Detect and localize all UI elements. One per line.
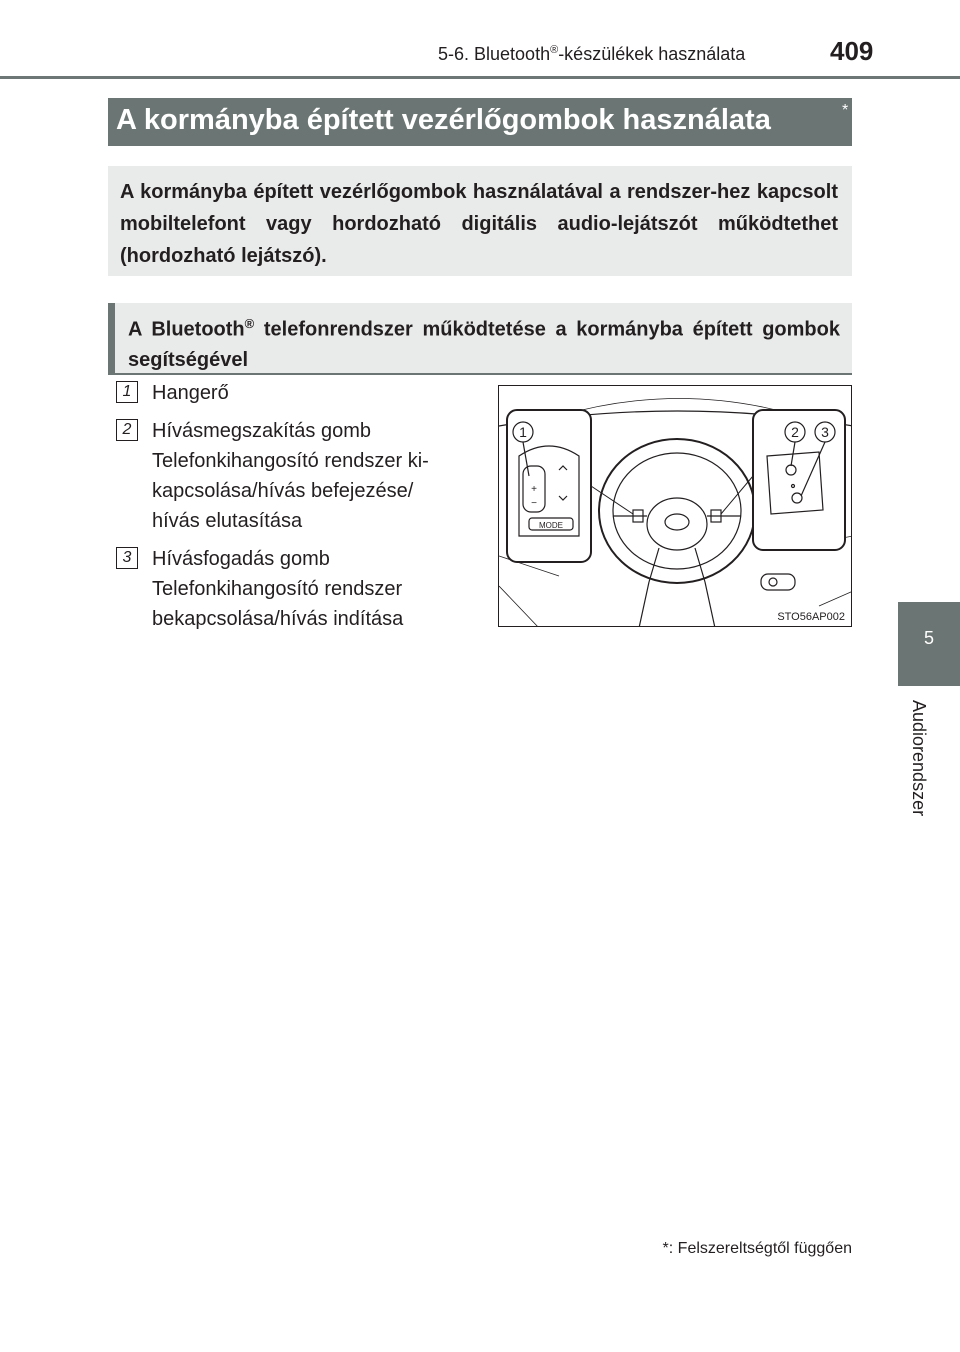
asterisk-icon: * [842, 102, 849, 119]
section-header [438, 44, 745, 65]
item-line: Hívásfogadás gomb [152, 548, 330, 570]
header-divider [0, 76, 960, 79]
section-suffix: -készülékek használata [558, 44, 746, 64]
callout-3-label: 3 [821, 424, 829, 440]
section-prefix: 5-6. Bluetooth [438, 44, 551, 64]
wheel-inner-rim [613, 453, 741, 569]
registered-mark: ® [244, 316, 255, 331]
wheel-rim [599, 439, 755, 583]
wheel-logo [665, 514, 689, 530]
item-line: bekapcsolása/hívás indítása [152, 608, 404, 630]
dash-knob [769, 578, 777, 586]
subheading-accent-bar [108, 303, 115, 373]
number-badge: 2 [116, 419, 138, 441]
steering-wheel-drawing [499, 386, 852, 627]
item-line: Hívásmegszakítás gomb [152, 420, 371, 442]
title-bar [108, 98, 852, 146]
intro-box [108, 166, 852, 276]
mode-label: MODE [539, 521, 563, 530]
item-line: Telefonkihangosító rendszer ki- [152, 450, 429, 472]
item-line: Telefonkihangosító rendszer [152, 578, 403, 600]
wheel-lower-spokes [649, 548, 705, 582]
list-item [116, 416, 486, 536]
chapter-number: 5 [923, 628, 934, 648]
subheading-prefix: A Bluetooth [128, 318, 245, 341]
dash-switch [761, 574, 795, 590]
number-badge: 3 [116, 547, 138, 569]
callout-list [116, 378, 486, 642]
number-badge: 1 [116, 381, 138, 403]
steering-column [639, 582, 715, 627]
subheading-suffix: telefonrendszer működtetése a kormányba épített gombok segítségével [128, 318, 840, 371]
intro-text: A kormányba épített vezérlőgombok használatával a rendszer-hez kapcsolt mobiltelefont vagy hordozható digitális audio-lejátszót működtethet (hordozható lejátszó). [120, 181, 838, 267]
callout-2-label: 2 [791, 424, 799, 440]
item-line: Hangerő [152, 382, 229, 404]
list-item [116, 544, 486, 634]
item-line: kapcsolása/hívás befejezése/ [152, 480, 414, 502]
figure-code: STO56AP002 [777, 611, 845, 623]
callout-1-label: 1 [519, 424, 527, 440]
page-title: A kormányba épített vezérlőgombok használata [116, 104, 771, 136]
wheel-hub [647, 498, 707, 550]
page-number: 409 [830, 36, 874, 66]
list-item [116, 378, 486, 408]
chapter-label: Audiorendszer [909, 700, 929, 817]
registered-mark: ® [550, 44, 559, 56]
steering-wheel-illustration [498, 385, 852, 627]
subheading-text [128, 309, 840, 375]
footnote: *: Felszereltségtől függően [662, 1240, 852, 1257]
svg-text:+: + [531, 484, 537, 495]
svg-text:−: − [531, 498, 537, 509]
subheading-box [108, 303, 852, 375]
item-line: hívás elutasítása [152, 510, 303, 532]
chapter-tab [898, 602, 960, 686]
